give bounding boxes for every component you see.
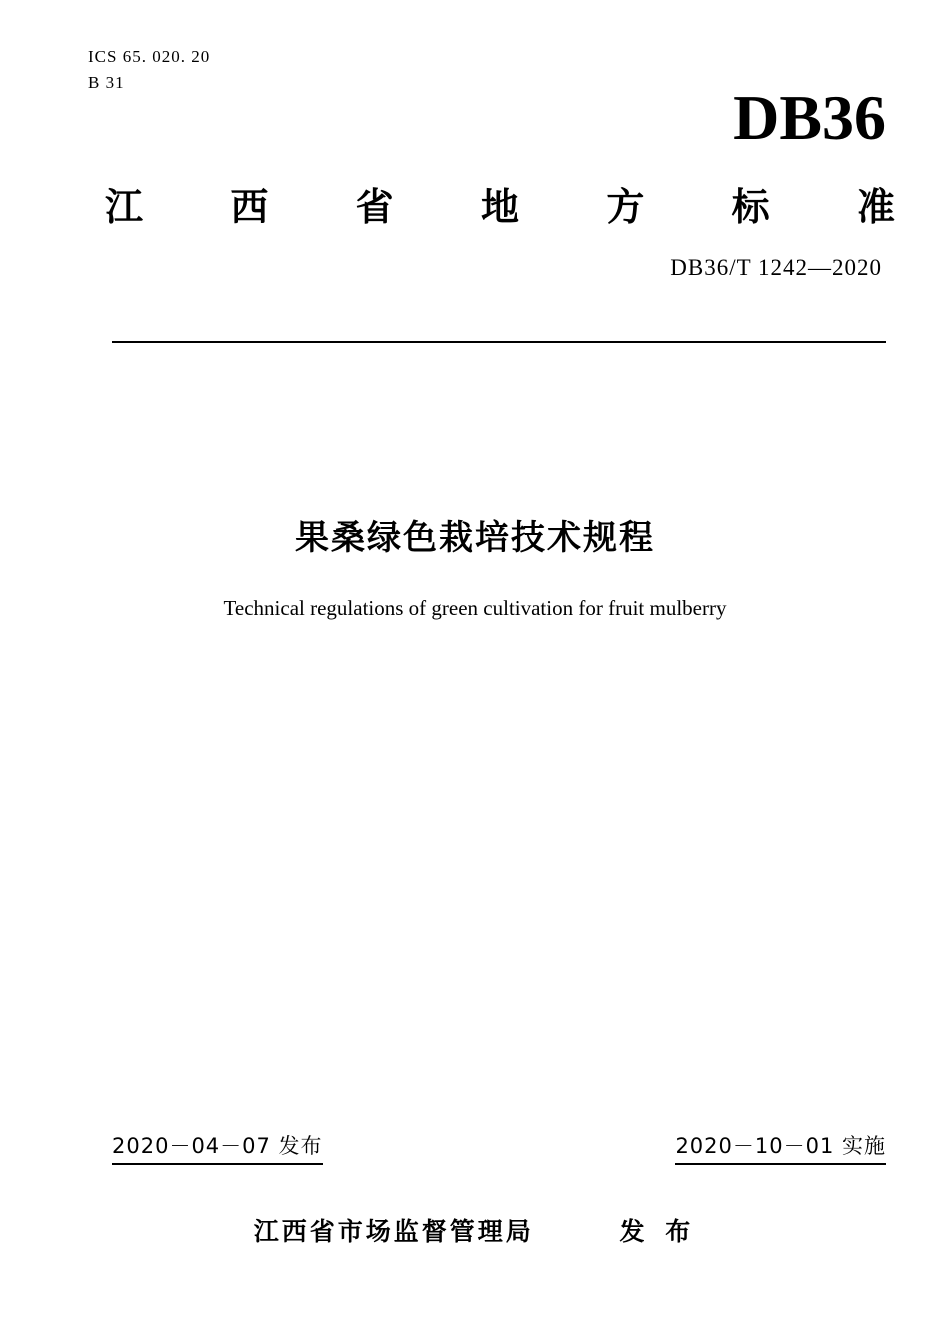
province-char-7: 准 (856, 185, 895, 229)
classification-code: B 31 (88, 73, 125, 92)
ics-code: ICS 65. 020. 20 (88, 47, 211, 66)
province-char-1: 江 (105, 185, 144, 229)
effective-date: 2020－10－01 实施 (675, 1130, 886, 1165)
db-mark: DB36 (733, 82, 886, 153)
issue-date: 2020－04－07 发布 (112, 1130, 323, 1165)
province-char-5: 方 (606, 185, 645, 229)
province-char-6: 标 (731, 185, 770, 229)
publish-verb: 发 布 (619, 1217, 697, 1246)
standard-number: DB36/T 1242—2020 (670, 255, 882, 280)
province-standard-heading (105, 176, 895, 231)
dates-row (112, 1130, 886, 1165)
publisher-name: 江西省市场监督管理局 (253, 1217, 534, 1246)
document-title-chinese: 果桑绿色栽培技术规程 (295, 518, 655, 558)
province-char-2: 西 (230, 185, 269, 229)
province-char-4: 地 (480, 185, 519, 229)
document-title-english: Technical regulations of green cultivation for fruit mulberry (223, 596, 727, 620)
province-char-3: 省 (355, 185, 394, 229)
header-divider (112, 341, 886, 343)
ics-block (88, 44, 210, 96)
publisher-row (0, 1212, 950, 1248)
